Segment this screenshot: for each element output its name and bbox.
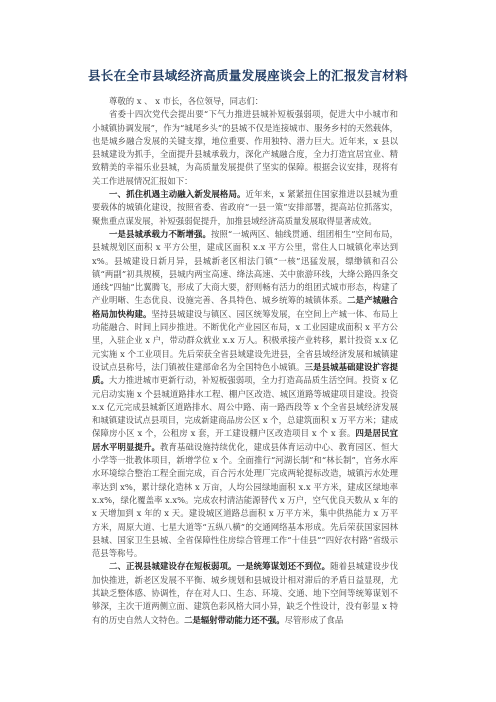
section-2-point-2-lead: 二是辐射带动能力还不强。	[184, 614, 285, 625]
section-2-point-1-text: 随着县城建设步伐加快推进，新老区发展不平衡、城乡规划和县城设计相对滞后的矛盾日益显现，尤其缺乏整体感、协调性，存在对人口、生态、环境、交通、地下空间等统筹谋划不够深，主次干道两侧立面、建筑色彩风格大同小异，缺乏个性设计，没有彰显 x 特有的历史自然人文特色。	[92, 561, 399, 625]
section-1-point-2-text: 坚持县城建设与镇区、园区统筹发展，在空间上产城一体、布局上功能融合、时间上同步推进。不断优化产业园区布局，x 工业园建成面积 x 平方公里，入驻企业 x 户，带动群众就业 x.x 万人。积极承接产业转移，累计投资 x.x 亿元实施 x 个工业项目。先后荣获全省县域建设先进县，全省县域经济发展和城镇建设试点县称号，法门镇被住建部命名为全国特色小城镇。	[92, 308, 399, 372]
section-1-point-1-lead: 一是县城承载力不断增强。	[109, 228, 211, 239]
salutation: 尊敬的 x 、 x 市长，各位领导，同志们：	[109, 96, 264, 106]
section-2-paragraph	[92, 560, 398, 626]
section-2-heading: 二、正视县城建设存在短板弱项。	[109, 561, 237, 572]
section-1-paragraph	[92, 188, 398, 228]
section-1-heading: 一、抓住机遇主动融入新发展格局。	[109, 189, 246, 200]
intro-paragraph: 省委十四次党代会提出要“下气力推进县城补短板强弱项，促进大中小城市和小城镇协调发展”，作为“城尾乡头”的县城不仅是连接城市、服务乡村的天然载体，也是城乡融合发展的关键支撑，地位重要、作用独特、潜力巨大。近年来，x 县以县城建设为抓手，全面提升县城承载力，深化产城融合度，全力打造宜居宜业、精致精美的幸福乐业县城，为高质量发展提供了坚实的保障。根据会议安排，现将有关工作进展情况汇报如下：	[92, 109, 398, 186]
section-2-point-2-text: 尽管形成了食品	[284, 614, 344, 625]
section-1-intro: 近年来，x 紧紧扭住国家推进以县城为重要载体的城镇化建设，按照省委、省政府“一县一策”安排部署，提高站位抓落实，聚焦重点谋发展，补短强弱促提升，加推县域经济高质量发展取得显著成效。	[92, 189, 399, 226]
document-body	[92, 95, 398, 627]
document-title: 县长在全市县域经济高质量发展座谈会上的汇报发言材料	[87, 68, 408, 83]
section-1-point-3-text: 大力推进城市更新行动，补短板强弱项，全力打造高品质生活空间。投资 x 亿元启动实施 x 个县城道路排水工程、棚户区改造、城区道路等城建项目建设。投资 x.x 亿元完成县城新区道路排水、周公中路、南一路西段等 x 个全省县域经济发展和城镇建设试点县项目，完成新建商品房公区 x 个，总建筑面积 x 万平方米；建成保障房小区 x 个，公租房 x 套，开工建设棚户区改造项目 x 个 x 套。	[92, 375, 399, 439]
section-1-point-1-text: 按照“一城两区、轴线贯通、组团相生”空间布局，县城规划区面积 x 平方公里，建成区面积 x.x 平方公里，常住人口城镇化率达到 x%。县城建设日新月异，县城新老区相法门镇“一核”迅猛发展，缥缈镇和召公镇“两副”初具规模，县城内两宝高速、绛法高速、关中旅游环线，大绛公路四条交通线“四轴”比翼腾飞，形成了大商大要，舒则畅有活力的组团式城市形态，构建了产业明晰、生态优良、设施完善、各具特色、城乡统筹的城镇体系。	[92, 228, 399, 306]
section-2-point-1-lead: 一是统筹谋划还不到位。	[236, 561, 331, 572]
section-1-point-4-lead: 四是居民宜居水平明显提升。	[92, 428, 398, 452]
section-1-point-4-text: 教育基础设施持续优化，建成县体育运动中心、教育园区、恒大小学等一批教体项目，新增学位 x 个。全面推行“河湖长制”和“林长制”，官务水库水环境综合整治工程全面完成，百合污水处理厂完成两轮提标改造，城镇污水处理率达到 x%，累计绿化造林 x 万亩，人均公园绿地面积 x.x 平方米，建成区绿地率 x.x%，绿化覆盖率 x.x%。完成农村清洁能源替代 x 万户，空气优良天数从 x 年的 x 天增加到 x 年的 x 天。建设城区道路总面积 x 万平方米，集中供热能力 x 万平方米，周原大道、七星大道等“五纵八横”的交通网络基本形成。先后荣获国家园林县城、国家卫生县城、全省保障性住房综合管理工作“十佳县”“四好农村路”省级示范县等称号。	[92, 441, 399, 559]
section-1-point-2-lead: 二是产城融合格局加快构建。	[92, 295, 399, 319]
section-1-point-1	[92, 228, 398, 560]
section-1-point-3-lead: 三是县城基础建设扩容提质。	[92, 361, 399, 386]
